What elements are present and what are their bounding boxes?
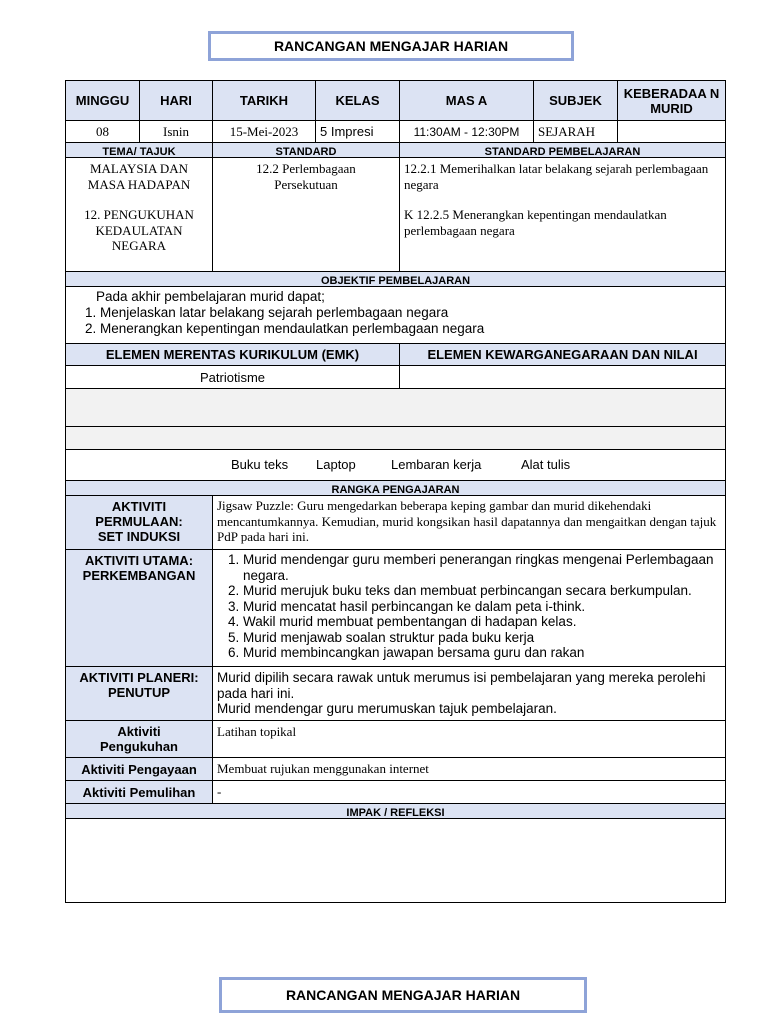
info-masa: 11:30AM - 12:30PM bbox=[400, 121, 534, 143]
pemulihan-label: Aktiviti Pemulihan bbox=[66, 781, 213, 804]
emk-value: Patriotisme bbox=[66, 366, 400, 389]
pengayaan-label: Aktiviti Pengayaan bbox=[66, 758, 213, 781]
utama-label: AKTIVITI UTAMA: PERKEMBANGAN bbox=[66, 550, 213, 667]
section-rangka: RANGKA PENGAJARAN bbox=[66, 481, 726, 496]
info-subjek: SEJARAH bbox=[534, 121, 618, 143]
pemulihan-text: - bbox=[213, 781, 726, 804]
footer-title-text: RANCANGAN MENGAJAR HARIAN bbox=[285, 987, 521, 1003]
utama-item: 2. Murid merujuk buku teks dan membuat perbincangan secara berkumpulan. bbox=[243, 583, 721, 599]
blank-row bbox=[66, 389, 726, 427]
kewarganegaraan-value bbox=[400, 366, 726, 389]
pengukuhan-text: Latihan topikal bbox=[213, 721, 726, 758]
bahan-item: Buku teks bbox=[231, 457, 289, 472]
bahan-item: Lembaran kerja bbox=[391, 457, 482, 472]
section-objektif: OBJEKTIF PEMBELAJARAN bbox=[66, 272, 726, 287]
utama-item: 1. Murid mendengar guru memberi penerangan ringkas mengenai Perlembagaan negara. bbox=[243, 552, 721, 583]
permulaan-label: AKTIVITI PERMULAAN: SET INDUKSI bbox=[66, 496, 213, 550]
pengayaan-text: Membuat rujukan menggunakan internet bbox=[213, 758, 726, 781]
header-masa: MAS A bbox=[400, 81, 534, 121]
objektif-item: 1. Menjelaskan latar belakang sejarah perlembagaan negara bbox=[100, 305, 721, 321]
objektif-item: 2. Menerangkan kepentingan mendaulatkan perlembagaan negara bbox=[100, 321, 721, 337]
utama-item: 3. Murid mencatat hasil perbincangan ke dalam peta i-think. bbox=[243, 599, 721, 615]
info-minggu: 08 bbox=[66, 121, 140, 143]
pengukuhan-label: Aktiviti Pengukuhan bbox=[66, 721, 213, 758]
permulaan-text: Jigsaw Puzzle: Guru mengedarkan beberapa keping gambar dan murid dikehendaki mencantumkannya. Kemudian, murid kongsikan hasil dapatannya dan mengaitkan dengan tajuk PdP pada hari ini. bbox=[213, 496, 726, 550]
impak-content bbox=[66, 819, 726, 903]
section-tema: TEMA/ TAJUK bbox=[66, 143, 213, 158]
utama-item: 4. Wakil murid membuat pembentangan di hadapan kelas. bbox=[243, 614, 721, 630]
info-hari: Isnin bbox=[140, 121, 213, 143]
header-hari: HARI bbox=[140, 81, 213, 121]
penutup-label: AKTIVITI PLANERI: PENUTUP bbox=[66, 667, 213, 721]
info-tarikh: 15-Mei-2023 bbox=[213, 121, 316, 143]
standard-pembelajaran-content: 12.2.1 Memerihalkan latar belakang sejarah perlembagaan negara K 12.2.5 Menerangkan kepentingan mendaulatkan perlembagaan negara bbox=[400, 158, 726, 272]
penutup-content: Murid dipilih secara rawak untuk merumus isi pembelajaran yang mereka perolehi pada hari ini. Murid mendengar guru merumuskan tajuk pembelajaran. bbox=[213, 667, 726, 721]
section-standard: STANDARD bbox=[213, 143, 400, 158]
objektif-content: Pada akhir pembelajaran murid dapat; 1. Menjelaskan latar belakang sejarah perlembagaan negara 2. Menerangkan kepentingan mendaulatkan perlembagaan negara bbox=[66, 287, 726, 344]
info-kelas: 5 Impresi bbox=[316, 121, 400, 143]
utama-item: 5. Murid menjawab soalan struktur pada buku kerja bbox=[243, 630, 721, 646]
footer-title bbox=[219, 977, 587, 1013]
lesson-plan-table bbox=[65, 80, 726, 903]
utama-item: 6. Murid membincangkan jawapan bersama guru dan rakan bbox=[243, 645, 721, 661]
bahan-item: Laptop bbox=[316, 457, 356, 472]
header-minggu: MINGGU bbox=[66, 81, 140, 121]
header-tarikh: TARIKH bbox=[213, 81, 316, 121]
page-title-text: RANCANGAN MENGAJAR HARIAN bbox=[273, 38, 509, 54]
section-standard-pembelajaran: STANDARD PEMBELAJARAN bbox=[400, 143, 726, 158]
header-kelas: KELAS bbox=[316, 81, 400, 121]
header-keberadaan: KEBERADAA N MURID bbox=[618, 81, 726, 121]
tema-content: MALAYSIA DAN MASA HADAPAN 12. PENGUKUHAN KEDAULATAN NEGARA bbox=[66, 158, 213, 272]
section-impak: IMPAK / REFLEKSI bbox=[66, 804, 726, 819]
header-subjek: SUBJEK bbox=[534, 81, 618, 121]
standard-content: 12.2 Perlembagaan Persekutuan bbox=[213, 158, 400, 272]
bahan-item: Alat tulis bbox=[521, 457, 571, 472]
info-keberadaan bbox=[618, 121, 726, 143]
bahan-bantu-row bbox=[66, 450, 726, 481]
section-kewarganegaraan: ELEMEN KEWARGANEGARAAN DAN NILAI bbox=[400, 344, 726, 366]
blank-row bbox=[66, 427, 726, 450]
section-emk: ELEMEN MERENTAS KURIKULUM (EMK) bbox=[66, 344, 400, 366]
page-title bbox=[208, 31, 574, 61]
utama-content bbox=[213, 550, 726, 667]
